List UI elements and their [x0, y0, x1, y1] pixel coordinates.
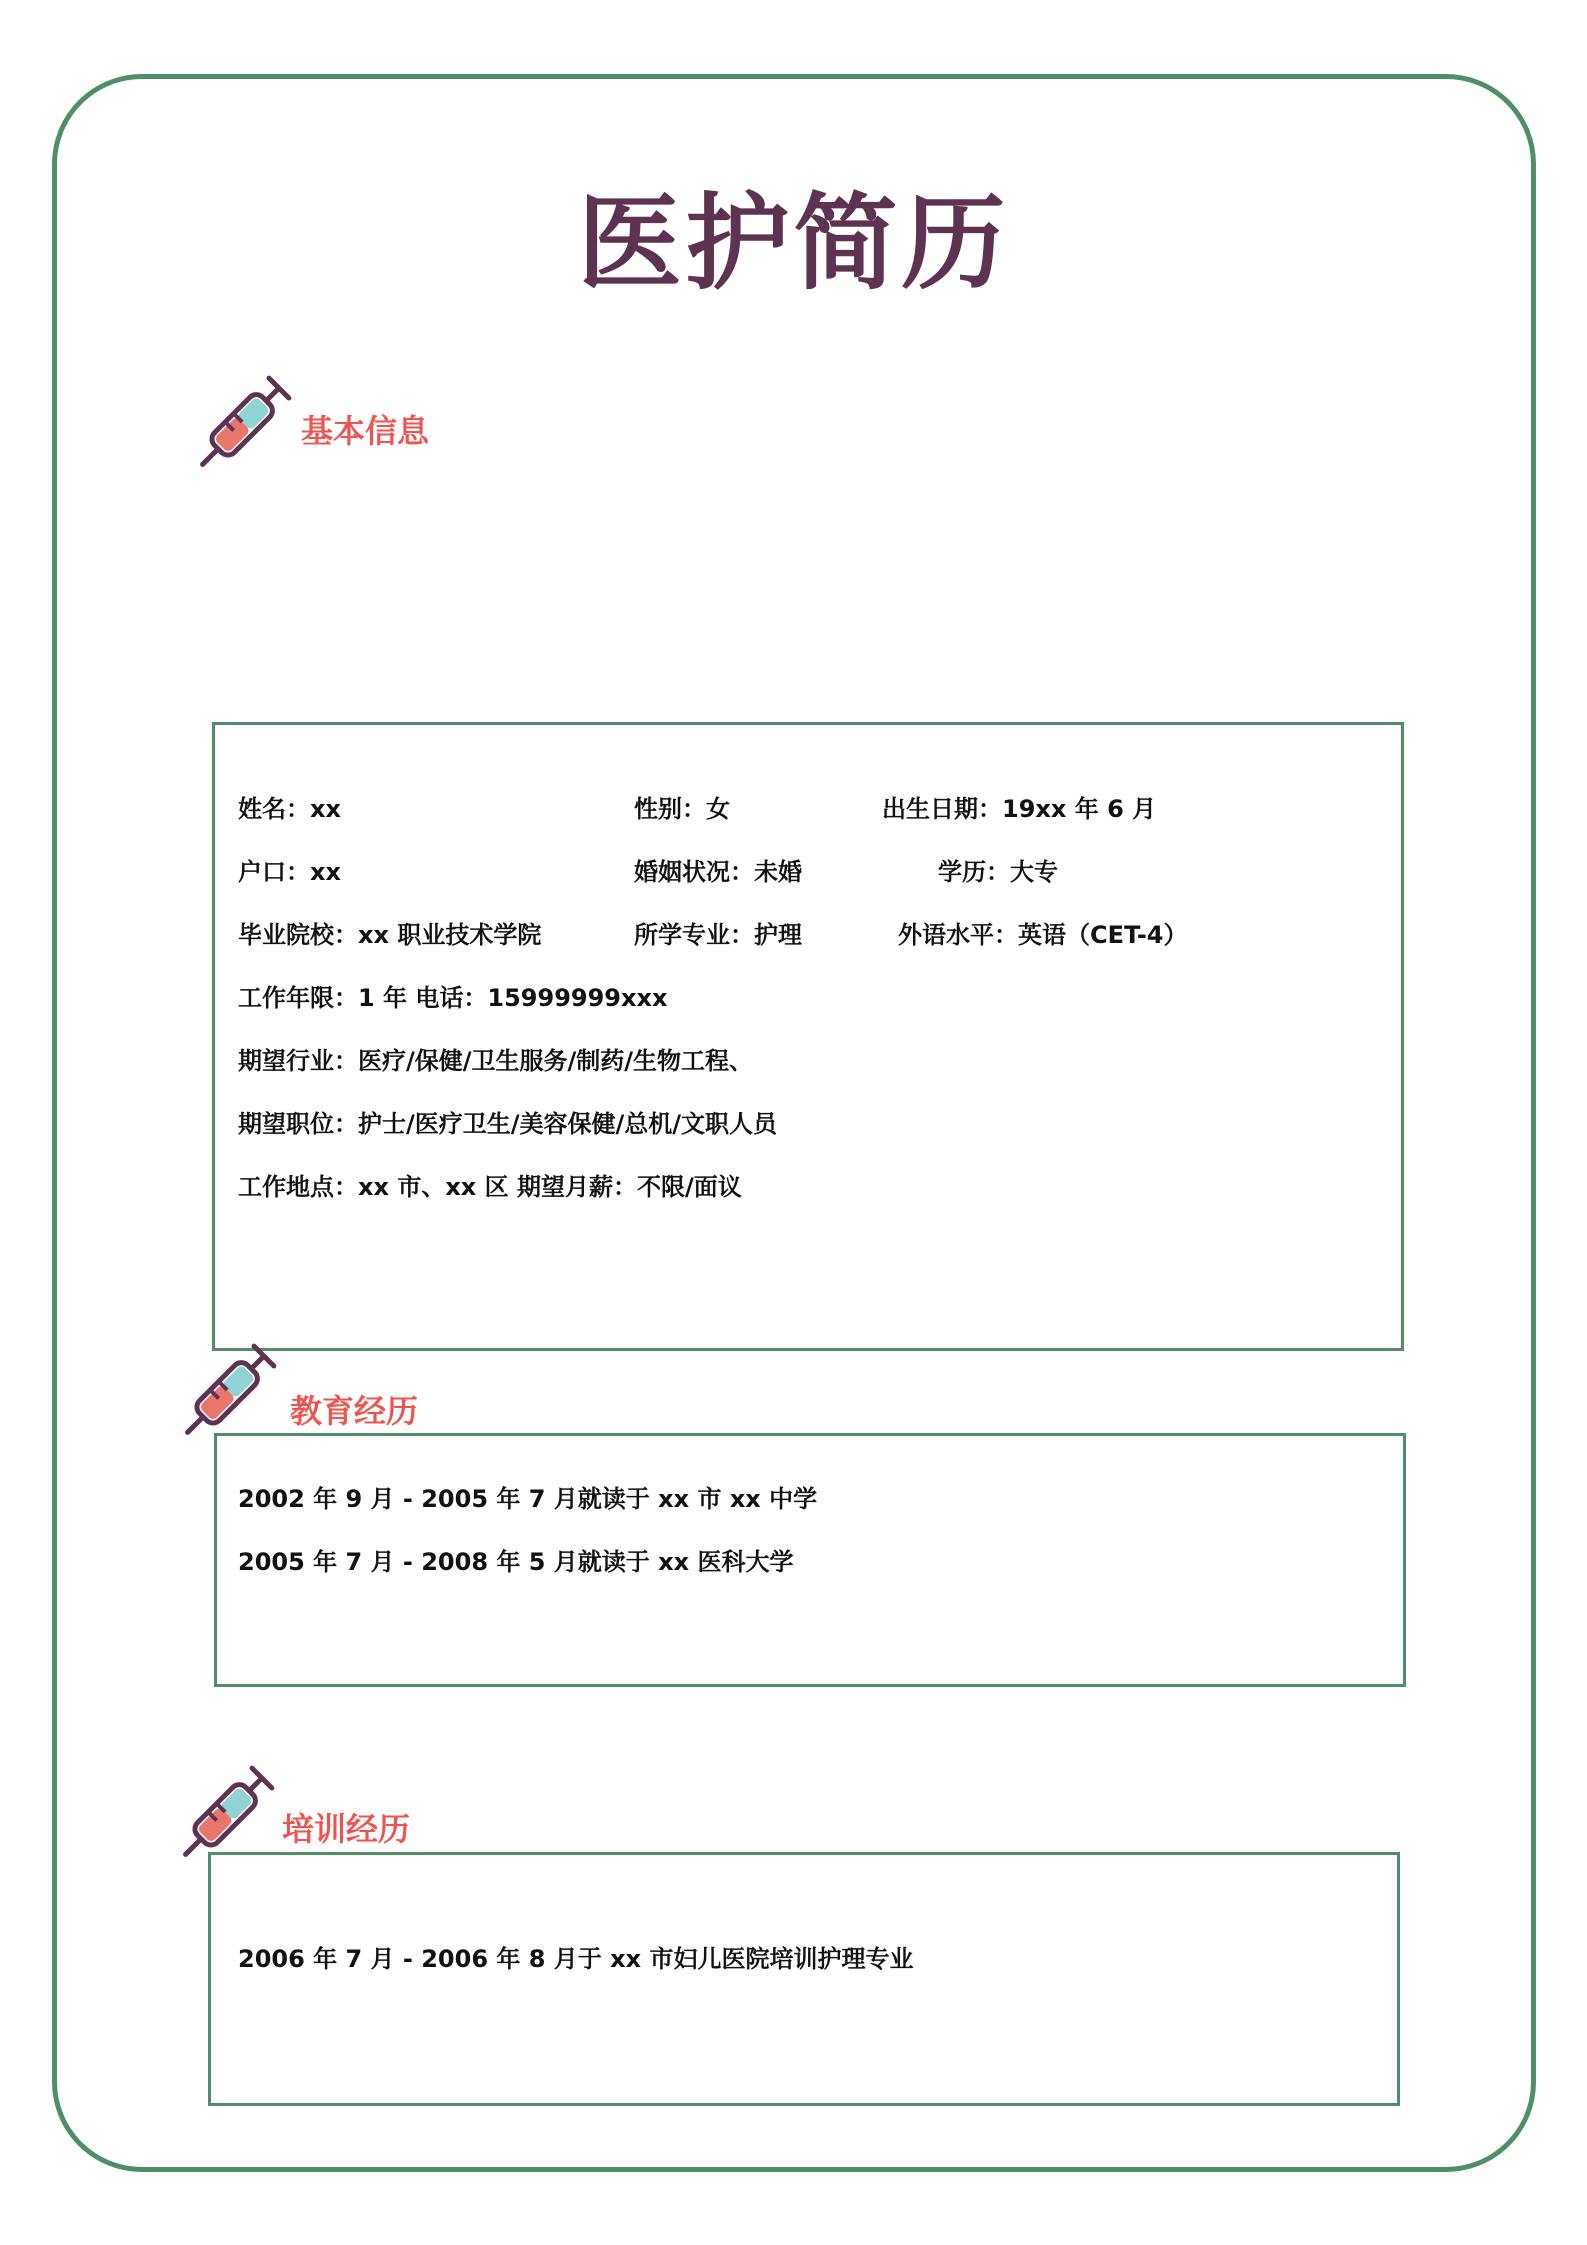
field-industry: 期望行业：医疗/保健/卫生服务/制药/生物工程、	[238, 1047, 754, 1075]
syringe-icon	[185, 362, 305, 482]
section-header-basic	[185, 362, 465, 482]
section-title-education: 教育经历	[290, 1392, 419, 1430]
field-location-salary: 工作地点：xx 市、xx 区 期望月薪：不限/面议	[238, 1173, 742, 1201]
field-birth: 出生日期：19xx 年 6 月	[882, 795, 1157, 823]
education-item: 2002 年 9 月 - 2005 年 7 月就读于 xx 市 xx 中学	[238, 1485, 818, 1513]
syringe-icon	[170, 1330, 290, 1450]
field-marital: 婚姻状况：未婚	[634, 858, 802, 886]
field-degree: 学历：大专	[938, 858, 1058, 886]
basic-info-box	[212, 722, 1404, 1351]
section-title-training: 培训经历	[282, 1810, 411, 1848]
field-name: 姓名：xx	[238, 795, 341, 823]
section-header-education	[170, 1330, 450, 1450]
training-box	[208, 1852, 1400, 2106]
field-school: 毕业院校：xx 职业技术学院	[238, 921, 542, 949]
section-title-basic: 基本信息	[301, 412, 430, 450]
field-language: 外语水平：英语（CET-4）	[898, 921, 1188, 949]
page-title: 医护简历	[577, 182, 1010, 304]
education-item: 2005 年 7 月 - 2008 年 5 月就读于 xx 医科大学	[238, 1548, 794, 1576]
field-major: 所学专业：护理	[634, 921, 802, 949]
field-experience-phone: 工作年限：1 年 电话：15999999xxx	[238, 984, 668, 1012]
field-hukou: 户口：xx	[238, 858, 341, 886]
training-item: 2006 年 7 月 - 2006 年 8 月于 xx 市妇儿医院培训护理专业	[238, 1945, 914, 1973]
field-gender: 性别：女	[634, 795, 730, 823]
field-position: 期望职位：护士/医疗卫生/美容保健/总机/文职人员	[238, 1110, 778, 1138]
